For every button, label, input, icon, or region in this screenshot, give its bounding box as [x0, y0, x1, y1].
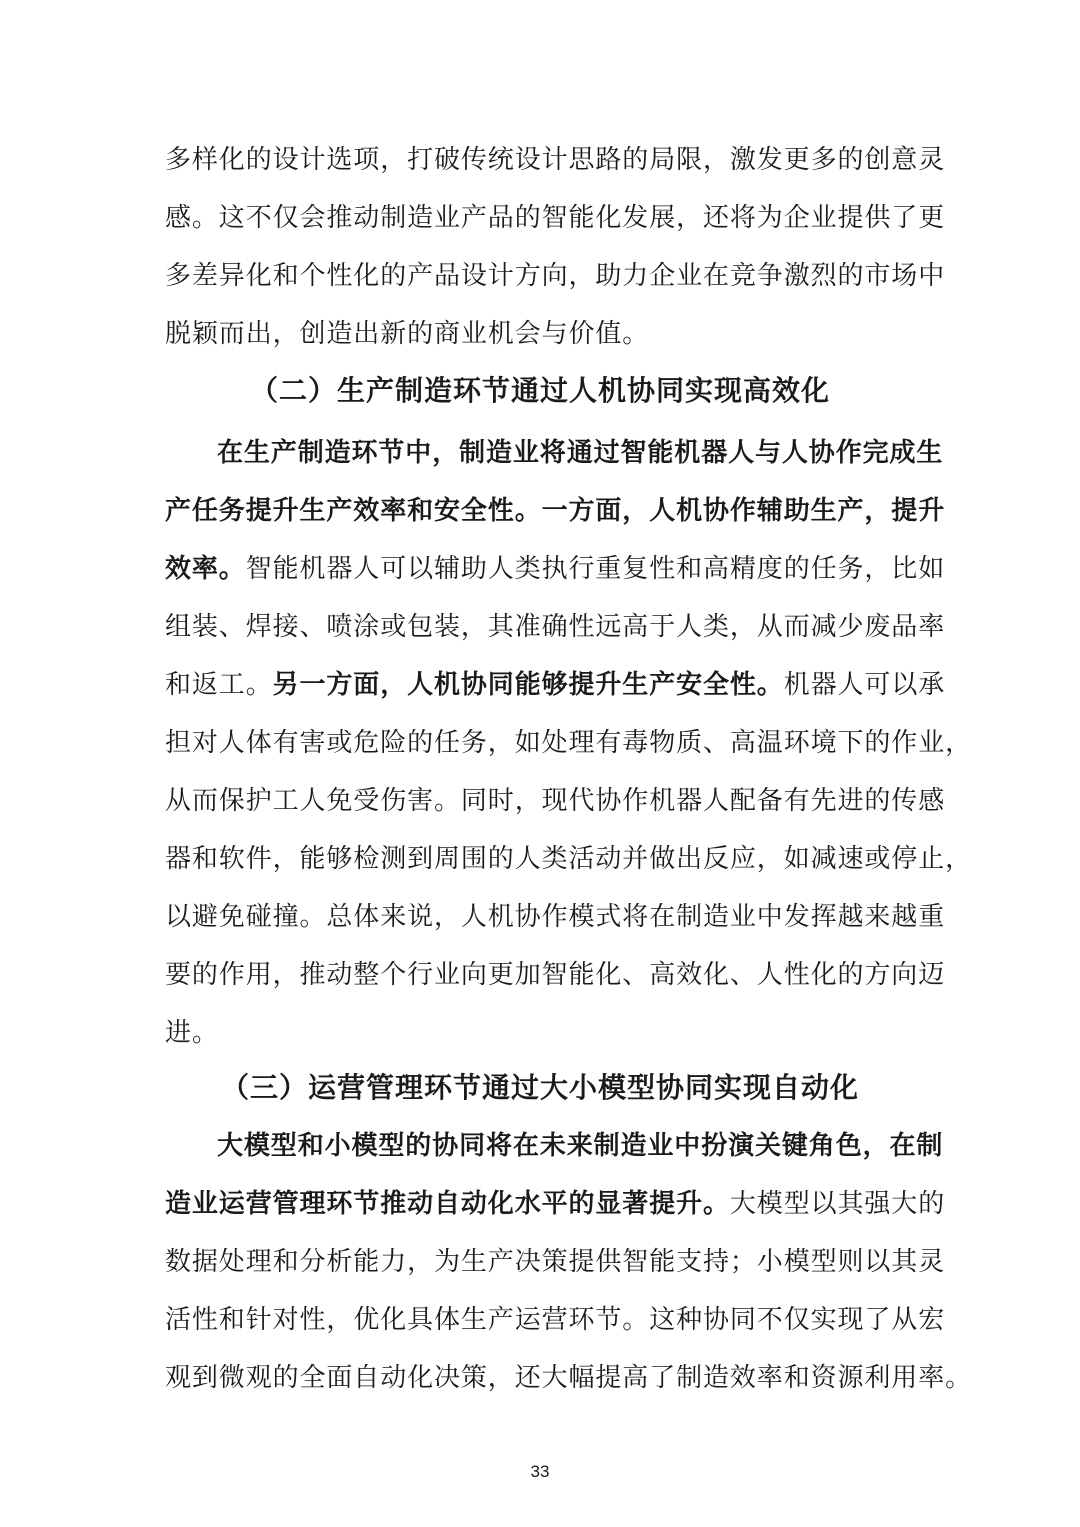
paragraph-line — [217, 424, 944, 482]
paragraph-line: 多样化的设计选项，打破传统设计思路的局限，激发更多的创意灵 — [165, 145, 946, 175]
body-text: 智能机器人可以辅助人类执行重复性和高精度的任务，比如 — [245, 554, 946, 584]
paragraph-line: 多差异化和个性化的产品设计方向，助力企业在竞争激烈的市场中 — [165, 261, 946, 291]
body-text: 以避免碰撞。总体来说，人机协作模式将在制造业中发挥越来越重 — [165, 902, 946, 932]
bold-text: 造业运营管理环节推动自动化水平的显著提升。 — [165, 1189, 730, 1219]
paragraph-line — [165, 830, 973, 888]
section-heading: （二）生产制造环节通过人机协同实现高效化 — [249, 374, 830, 407]
paragraph-line — [165, 772, 946, 830]
paragraph-line — [165, 1233, 946, 1291]
paragraph-line: 脱颖而出，创造出新的商业机会与价值。 — [165, 319, 650, 349]
paragraph-line — [165, 1175, 946, 1233]
paragraph-line — [165, 888, 946, 946]
body-text: 要的作用，推动整个行业向更加智能化、高效化、人性化的方向迈 — [165, 960, 946, 990]
body-text: 活性和针对性，优化具体生产运营环节。这种协同不仅实现了从宏 — [165, 1305, 946, 1335]
paragraph-line — [165, 656, 946, 714]
bold-text: 另一方面，人机协同能够提升生产安全性。 — [272, 670, 784, 700]
section-heading: （三）运营管理环节通过大小模型协同实现自动化 — [220, 1071, 859, 1104]
body-text: 担对人体有害或危险的任务，如处理有毒物质、高温环境下的作业， — [165, 728, 973, 758]
body-text: 器和软件，能够检测到周围的人类活动并做出反应，如减速或停止， — [165, 844, 973, 874]
paragraph-line — [217, 1117, 944, 1175]
paragraph-line — [165, 540, 946, 598]
body-text: 组装、焊接、喷涂或包装，其准确性远高于人类，从而减少废品率 — [165, 612, 946, 642]
paragraph-line: 感。这不仅会推动制造业产品的智能化发展，还将为企业提供了更 — [165, 203, 946, 233]
body-text: 大模型以其强大的 — [729, 1189, 946, 1219]
body-text: 从而保护工人免受伤害。同时，现代协作机器人配备有先进的传感 — [165, 786, 946, 816]
paragraph-line — [165, 598, 946, 656]
bold-text: 效率。 — [165, 554, 246, 584]
body-text: 和返工。 — [165, 670, 273, 700]
body-text: 机器人可以承 — [783, 670, 946, 700]
paragraph-line — [165, 1291, 946, 1349]
bold-text: 大模型和小模型的协同将在未来制造业中扮演关键角色，在制 — [217, 1131, 944, 1161]
body-text: 数据处理和分析能力，为生产决策提供智能支持；小模型则以其灵 — [165, 1247, 946, 1277]
body-text: 观到微观的全面自动化决策，还大幅提高了制造效率和资源利用率。 — [165, 1363, 973, 1393]
paragraph-line — [165, 482, 946, 540]
bold-text: 在生产制造环节中，制造业将通过智能机器人与人协作完成生 — [217, 438, 944, 468]
bold-text: 产任务提升生产效率和安全性。一方面，人机协作辅助生产，提升 — [165, 496, 946, 526]
paragraph-line — [165, 1349, 973, 1407]
paragraph-line — [165, 714, 973, 772]
body-text: 进。 — [165, 1018, 219, 1048]
page-number: 33 — [530, 1462, 550, 1481]
paragraph-line — [165, 1004, 915, 1062]
paragraph-line — [165, 946, 946, 1004]
